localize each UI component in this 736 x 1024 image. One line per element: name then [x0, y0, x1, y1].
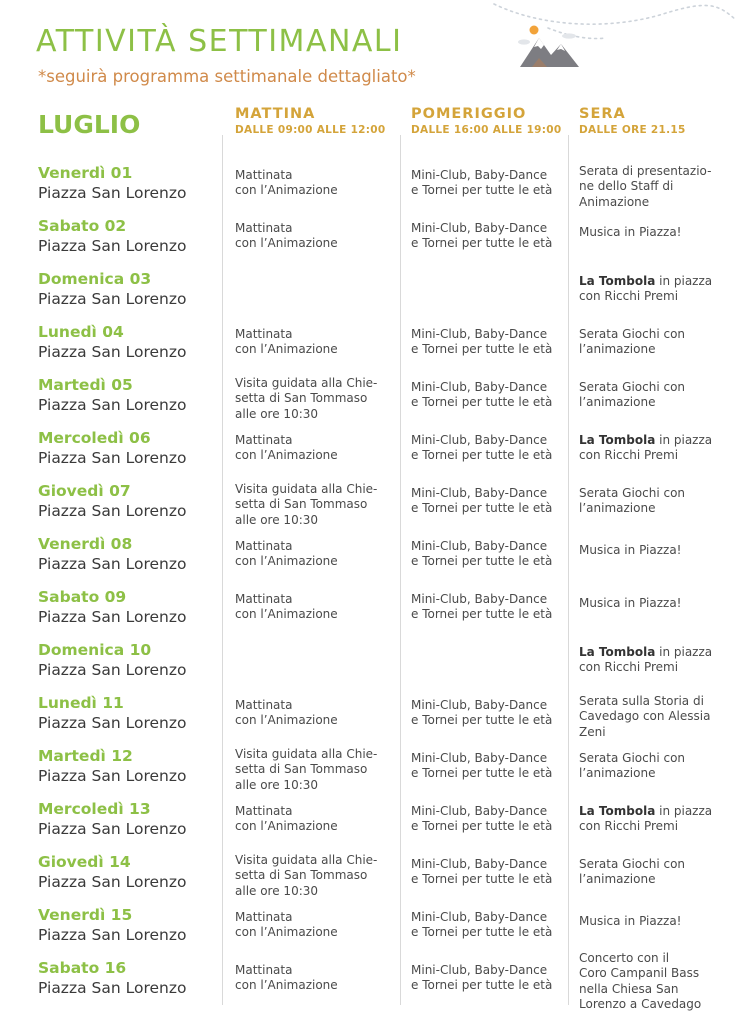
column-header-evening — [579, 106, 686, 136]
afternoon-activity: Mini-Club, Baby-Dance e Tornei per tutte le età — [411, 486, 553, 516]
table-row — [0, 217, 736, 270]
evening-activity — [579, 804, 729, 835]
place-label: Piazza San Lorenzo — [38, 926, 187, 944]
day-label: Sabato 16 — [38, 959, 127, 977]
afternoon-activity: Mini-Club, Baby-Dance e Tornei per tutte le età — [411, 751, 553, 781]
mountain-logo-icon — [488, 0, 736, 80]
place-label: Piazza San Lorenzo — [38, 555, 187, 573]
table-row — [0, 588, 736, 641]
date-cell — [38, 853, 186, 892]
day-label: Venerdì 08 — [38, 535, 133, 553]
date-cell — [38, 959, 186, 998]
table-row — [0, 164, 736, 217]
morning-activity: Mattinata con l’Animazione — [235, 963, 338, 993]
morning-activity: Visita guidata alla Chie- setta di San Tommaso alle ore 10:30 — [235, 853, 378, 898]
place-label: Piazza San Lorenzo — [38, 343, 187, 361]
column-time: DALLE 16:00 ALLE 19:00 — [411, 124, 562, 136]
morning-activity: Mattinata con l’Animazione — [235, 327, 338, 357]
column-label: MATTINA — [235, 106, 316, 122]
day-label: Sabato 02 — [38, 217, 127, 235]
table-row — [0, 641, 736, 694]
date-cell — [38, 482, 186, 521]
evening-activity — [579, 694, 729, 740]
evening-text: Musica in Piazza! — [579, 225, 682, 239]
morning-activity: Mattinata con l’Animazione — [235, 168, 338, 198]
day-label: Mercoledì 13 — [38, 800, 151, 818]
table-row — [0, 951, 736, 1012]
day-label: Domenica 10 — [38, 641, 152, 659]
column-label: POMERIGGIO — [411, 106, 527, 122]
place-label: Piazza San Lorenzo — [38, 661, 187, 679]
evening-activity — [579, 857, 729, 888]
date-cell — [38, 694, 186, 733]
evening-activity — [579, 543, 729, 558]
evening-text: in piazza con Ricchi Premi — [579, 433, 713, 463]
table-row — [0, 747, 736, 800]
table-row — [0, 482, 736, 535]
afternoon-activity: Mini-Club, Baby-Dance e Tornei per tutte le età — [411, 804, 553, 834]
morning-activity: Mattinata con l’Animazione — [235, 698, 338, 728]
table-row — [0, 535, 736, 588]
evening-text: in piazza con Ricchi Premi — [579, 804, 713, 834]
date-cell — [38, 747, 186, 786]
afternoon-activity: Mini-Club, Baby-Dance e Tornei per tutte le età — [411, 221, 553, 251]
evening-text: Serata Giochi con l’animazione — [579, 327, 686, 357]
column-time: DALLE ORE 21.15 — [579, 124, 686, 136]
table-row — [0, 323, 736, 376]
afternoon-activity: Mini-Club, Baby-Dance e Tornei per tutte le età — [411, 168, 553, 198]
place-label: Piazza San Lorenzo — [38, 767, 187, 785]
evening-activity — [579, 274, 729, 305]
place-label: Piazza San Lorenzo — [38, 237, 187, 255]
morning-activity: Visita guidata alla Chie- setta di San Tommaso alle ore 10:30 — [235, 376, 378, 421]
date-cell — [38, 535, 186, 574]
table-row — [0, 694, 736, 747]
date-cell — [38, 270, 186, 309]
day-label: Mercoledì 06 — [38, 429, 151, 447]
evening-activity — [579, 951, 729, 1013]
table-row — [0, 429, 736, 482]
day-label: Venerdì 15 — [38, 906, 133, 924]
morning-activity: Mattinata con l’Animazione — [235, 592, 338, 622]
morning-activity: Visita guidata alla Chie- setta di San Tommaso alle ore 10:30 — [235, 747, 378, 792]
afternoon-activity: Mini-Club, Baby-Dance e Tornei per tutte le età — [411, 380, 553, 410]
place-label: Piazza San Lorenzo — [38, 502, 187, 520]
date-cell — [38, 217, 186, 256]
table-row — [0, 800, 736, 853]
table-row — [0, 376, 736, 429]
evening-text: Serata Giochi con l’animazione — [579, 486, 686, 516]
day-label: Martedì 12 — [38, 747, 133, 765]
day-label: Lunedì 11 — [38, 694, 124, 712]
evening-activity — [579, 433, 729, 464]
evening-text: Serata Giochi con l’animazione — [579, 380, 686, 410]
evening-text: in piazza con Ricchi Premi — [579, 274, 713, 304]
evening-text: Serata Giochi con l’animazione — [579, 857, 686, 887]
evening-highlight: La Tombola — [579, 433, 656, 447]
evening-activity — [579, 327, 729, 358]
day-label: Sabato 09 — [38, 588, 127, 606]
place-label: Piazza San Lorenzo — [38, 449, 187, 467]
day-label: Giovedì 14 — [38, 853, 131, 871]
page-title: ATTIVITÀ SETTIMANALI — [36, 24, 403, 59]
day-label: Lunedì 04 — [38, 323, 124, 341]
place-label: Piazza San Lorenzo — [38, 979, 187, 997]
column-header-morning — [235, 106, 386, 136]
place-label: Piazza San Lorenzo — [38, 290, 187, 308]
afternoon-activity: Mini-Club, Baby-Dance e Tornei per tutte le età — [411, 910, 553, 940]
evening-activity — [579, 164, 729, 210]
evening-text: Concerto con il Coro Campanil Bass nella Chiesa San Lorenzo a Cavedago — [579, 951, 702, 1012]
evening-text: Serata Giochi con l’animazione — [579, 751, 686, 781]
date-cell — [38, 164, 186, 203]
morning-activity: Mattinata con l’Animazione — [235, 910, 338, 940]
evening-activity — [579, 751, 729, 782]
place-label: Piazza San Lorenzo — [38, 873, 187, 891]
evening-highlight: La Tombola — [579, 274, 656, 288]
evening-activity — [579, 225, 729, 240]
afternoon-activity: Mini-Club, Baby-Dance e Tornei per tutte le età — [411, 433, 553, 463]
day-label: Giovedì 07 — [38, 482, 131, 500]
day-label: Venerdì 01 — [38, 164, 133, 182]
month-heading: LUGLIO — [38, 110, 141, 139]
table-row — [0, 853, 736, 906]
morning-activity: Mattinata con l’Animazione — [235, 433, 338, 463]
evening-text: Musica in Piazza! — [579, 914, 682, 928]
column-header-afternoon — [411, 106, 562, 136]
date-cell — [38, 429, 186, 468]
afternoon-activity: Mini-Club, Baby-Dance e Tornei per tutte le età — [411, 539, 553, 569]
evening-activity — [579, 380, 729, 411]
place-label: Piazza San Lorenzo — [38, 820, 187, 838]
evening-text: Serata sulla Storia di Cavedago con Alessia Zeni — [579, 694, 711, 739]
evening-text: Musica in Piazza! — [579, 543, 682, 557]
morning-activity: Mattinata con l’Animazione — [235, 221, 338, 251]
page-subtitle: *seguirà programma settimanale dettagliato* — [38, 67, 416, 86]
afternoon-activity: Mini-Club, Baby-Dance e Tornei per tutte le età — [411, 963, 553, 993]
place-label: Piazza San Lorenzo — [38, 714, 187, 732]
place-label: Piazza San Lorenzo — [38, 396, 187, 414]
column-label: SERA — [579, 106, 626, 122]
morning-activity: Mattinata con l’Animazione — [235, 539, 338, 569]
evening-text: Serata di presentazio- ne dello Staff di Animazione — [579, 164, 712, 209]
morning-activity: Visita guidata alla Chie- setta di San Tommaso alle ore 10:30 — [235, 482, 378, 527]
date-cell — [38, 376, 186, 415]
afternoon-activity: Mini-Club, Baby-Dance e Tornei per tutte le età — [411, 857, 553, 887]
afternoon-activity: Mini-Club, Baby-Dance e Tornei per tutte le età — [411, 327, 553, 357]
evening-text: in piazza con Ricchi Premi — [579, 645, 713, 675]
date-cell — [38, 323, 186, 362]
place-label: Piazza San Lorenzo — [38, 608, 187, 626]
date-cell — [38, 641, 186, 680]
evening-highlight: La Tombola — [579, 645, 656, 659]
morning-activity: Mattinata con l’Animazione — [235, 804, 338, 834]
table-row — [0, 270, 736, 323]
afternoon-activity: Mini-Club, Baby-Dance e Tornei per tutte le età — [411, 698, 553, 728]
evening-activity — [579, 596, 729, 611]
day-label: Martedì 05 — [38, 376, 133, 394]
column-time: DALLE 09:00 ALLE 12:00 — [235, 124, 386, 136]
evening-highlight: La Tombola — [579, 804, 656, 818]
evening-activity — [579, 486, 729, 517]
date-cell — [38, 588, 186, 627]
evening-text: Musica in Piazza! — [579, 596, 682, 610]
afternoon-activity: Mini-Club, Baby-Dance e Tornei per tutte le età — [411, 592, 553, 622]
date-cell — [38, 800, 186, 839]
evening-activity — [579, 914, 729, 929]
place-label: Piazza San Lorenzo — [38, 184, 187, 202]
date-cell — [38, 906, 186, 945]
day-label: Domenica 03 — [38, 270, 152, 288]
evening-activity — [579, 645, 729, 676]
